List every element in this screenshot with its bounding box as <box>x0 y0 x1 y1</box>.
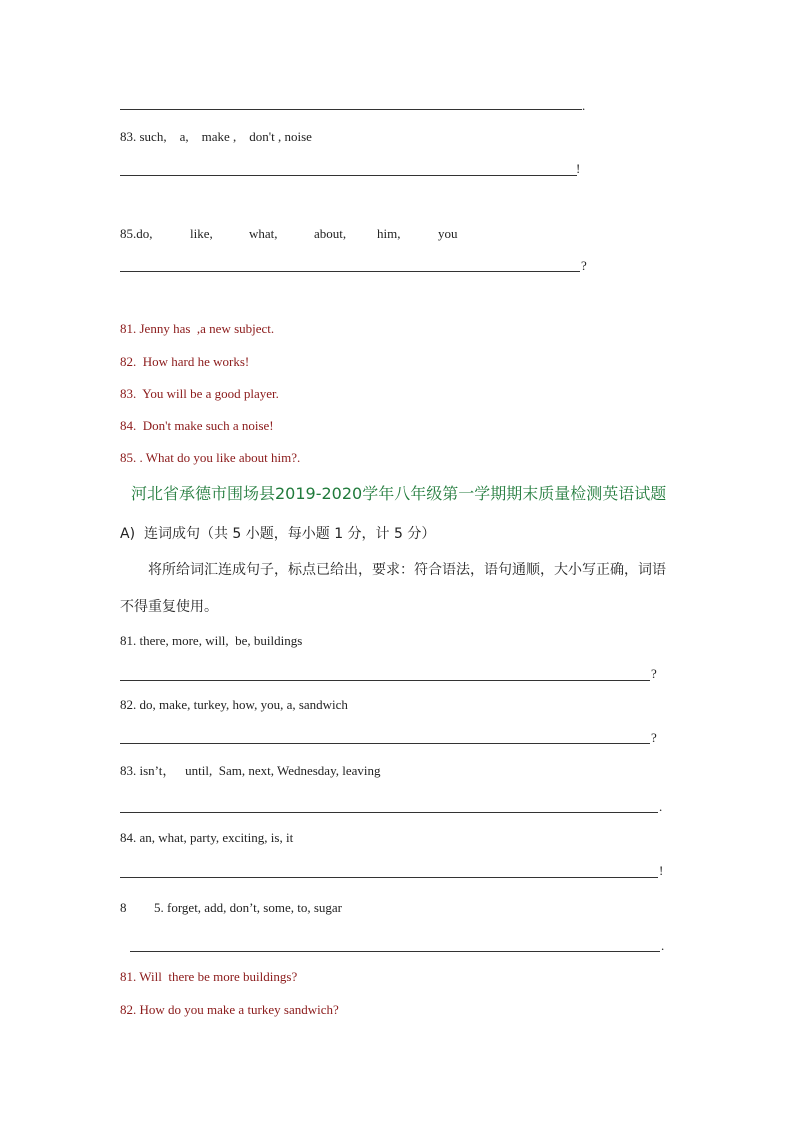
question-prompt: 82. do, make, turkey, how, you, a, sandwich <box>120 697 348 712</box>
answer-line[interactable] <box>120 109 582 110</box>
instruction-text: 将所给词汇连成句子，标点已给出，要求：符合语法，语句通顺，大小写正确，词语 <box>148 562 666 578</box>
line-end-punct: ? <box>581 258 587 273</box>
question-word: him, <box>377 226 401 241</box>
answer-text: 81. Jenny has ,a new subject. <box>120 321 275 336</box>
section-heading: A) 连词成句（共 5 小题，每小题 1 分，计 5 分） <box>120 526 436 542</box>
question-word: like, <box>190 226 213 241</box>
answer-line[interactable] <box>120 175 577 176</box>
line-end-punct: . <box>659 799 663 814</box>
answer-line[interactable] <box>120 680 650 681</box>
line-end-punct: . <box>661 938 665 953</box>
answer-text: 81. Will there be more buildings? <box>120 969 298 984</box>
answer-text: 82. How hard he works! <box>120 354 250 369</box>
question-prompt: 83. such, a, make , don't , noise <box>120 129 312 144</box>
answer-text: 85. . What do you like about him?. <box>120 450 301 465</box>
line-end-punct: ! <box>659 863 664 878</box>
answer-line[interactable] <box>130 951 660 952</box>
question-word: 85.do, <box>120 226 153 241</box>
answer-line[interactable] <box>120 812 658 813</box>
instruction-text: 不得重复使用。 <box>120 599 218 615</box>
section-title: 河北省承德市围场县2019-2020学年八年级第一学期期末质量检测英语试题 <box>131 484 667 503</box>
answer-line[interactable] <box>120 743 650 744</box>
answer-text: 83. You will be a good player. <box>120 386 279 401</box>
question-prompt: 5. forget, add, don’t, some, to, sugar <box>154 900 342 915</box>
line-end-punct: . <box>582 98 586 113</box>
line-end-punct: ? <box>651 730 657 745</box>
answer-line[interactable] <box>120 877 658 878</box>
question-prompt: 84. an, what, party, exciting, is, it <box>120 830 294 845</box>
answer-text: 82. How do you make a turkey sandwich? <box>120 1002 339 1017</box>
question-word: about, <box>314 226 347 241</box>
answer-line[interactable] <box>120 271 580 272</box>
line-end-punct: ? <box>651 666 657 681</box>
question-word: you <box>438 226 458 241</box>
answer-text: 84. Don't make such a noise! <box>120 418 274 433</box>
question-prompt: 81. there, more, will, be, buildings <box>120 633 303 648</box>
question-number: 8 <box>120 900 127 915</box>
question-prompt: 83. isn’t， until, Sam, next, Wednesday, leaving <box>120 763 381 778</box>
line-end-punct: ! <box>576 161 581 176</box>
question-word: what, <box>249 226 278 241</box>
